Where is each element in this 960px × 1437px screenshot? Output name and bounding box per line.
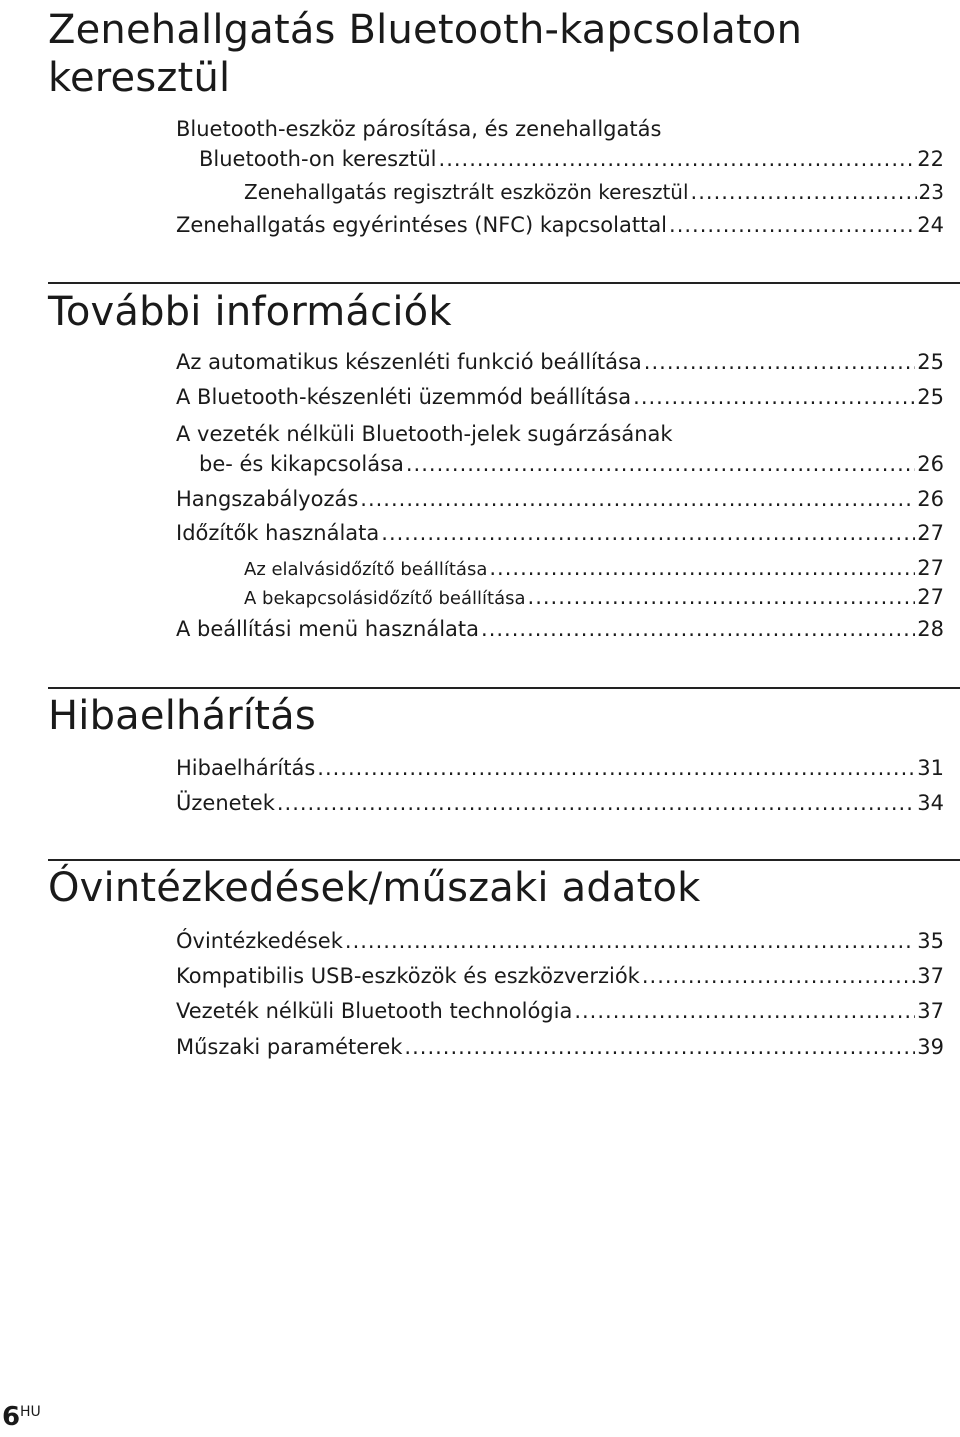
toc-page-number: 26 xyxy=(917,452,944,476)
toc-leader-dots xyxy=(481,614,915,644)
section-title: Zenehallgatás Bluetooth-kapcsolaton xyxy=(48,7,803,53)
toc-entry-text: Időzítők használata xyxy=(176,521,380,545)
toc-entry[interactable] xyxy=(176,753,944,783)
toc-entry-text: Hibaelhárítás xyxy=(176,756,316,780)
page-language-code: HU xyxy=(20,1404,41,1420)
toc-entry-text: A bekapcsolásidőzítő beállítása xyxy=(244,588,526,609)
toc-page-number: 31 xyxy=(917,756,944,780)
toc-entry[interactable] xyxy=(199,144,944,174)
section-title: Hibaelhárítás xyxy=(48,693,316,739)
toc-entry-text: Üzenetek xyxy=(176,791,275,815)
section-title: Óvintézkedések/műszaki adatok xyxy=(48,865,701,911)
section-title-continued: keresztül xyxy=(48,55,231,101)
toc-leader-dots xyxy=(528,583,916,611)
toc-leader-dots xyxy=(489,554,915,582)
toc-entry-text: Az automatikus készenléti funkció beállítása xyxy=(176,350,642,374)
toc-leader-dots xyxy=(669,210,915,240)
toc-page-number: 27 xyxy=(917,521,944,545)
toc-leader-dots xyxy=(633,382,915,412)
toc-leader-dots xyxy=(691,177,917,207)
toc-leader-dots xyxy=(406,449,915,479)
toc-entry[interactable] xyxy=(176,926,944,956)
toc-entry[interactable] xyxy=(176,788,944,818)
section-divider xyxy=(48,687,960,689)
toc-entry[interactable] xyxy=(176,614,944,644)
toc-page-number: 26 xyxy=(917,487,944,511)
toc-entry-text: Zenehallgatás regisztrált eszközön keresztül xyxy=(244,180,689,204)
toc-entry[interactable] xyxy=(176,996,944,1026)
toc-entry[interactable] xyxy=(199,449,944,479)
toc-leader-dots xyxy=(642,961,915,991)
toc-entry[interactable] xyxy=(176,484,944,514)
toc-entry-text: Műszaki paraméterek xyxy=(176,1035,403,1059)
section-divider xyxy=(48,859,960,861)
toc-page-number: 23 xyxy=(918,180,944,204)
toc-leader-dots xyxy=(345,926,915,956)
toc-leader-dots xyxy=(277,788,915,818)
toc-entry[interactable] xyxy=(244,177,944,207)
section-divider xyxy=(48,282,960,284)
toc-entry-text: Zenehallgatás egyérintéses (NFC) kapcsolattal xyxy=(176,213,668,237)
toc-page-number: 27 xyxy=(917,556,944,580)
toc-entry-text: Bluetooth-on keresztül xyxy=(199,147,437,171)
toc-entry[interactable] xyxy=(176,347,944,377)
toc-entry-text: Kompatibilis USB-eszközök és eszközverziók xyxy=(176,964,640,988)
toc-page-number: 39 xyxy=(917,1035,944,1059)
toc-entry[interactable] xyxy=(176,518,944,548)
page-number: 6 xyxy=(2,1402,21,1432)
toc-entry-text: A beállítási menü használata xyxy=(176,617,480,641)
toc-leader-dots xyxy=(439,144,916,174)
toc-leader-dots xyxy=(404,1032,915,1062)
toc-page-number: 22 xyxy=(917,147,944,171)
toc-page-number: 27 xyxy=(917,585,944,609)
toc-leader-dots xyxy=(574,996,915,1026)
toc-subentry[interactable] xyxy=(244,583,944,613)
toc-entry[interactable] xyxy=(176,382,944,412)
toc-entry-text: Óvintézkedések xyxy=(176,929,343,953)
toc-entry-text: Vezeték nélküli Bluetooth technológia xyxy=(176,999,573,1023)
toc-entry-text: A Bluetooth-készenléti üzemmód beállítása xyxy=(176,385,632,409)
toc-entry[interactable] xyxy=(176,210,944,240)
toc-entry[interactable] xyxy=(176,961,944,991)
toc-entry-text-line1: A vezeték nélküli Bluetooth-jelek sugárzásának xyxy=(176,422,673,446)
toc-entry-text-line1: Bluetooth-eszköz párosítása, és zenehallgatás xyxy=(176,117,662,141)
toc-page-number: 25 xyxy=(917,385,944,409)
toc-page-number: 34 xyxy=(917,791,944,815)
toc-leader-dots xyxy=(381,518,915,548)
section-title: További információk xyxy=(48,289,452,335)
toc-leader-dots xyxy=(644,347,915,377)
toc-page-number: 24 xyxy=(917,213,944,237)
toc-entry-text: Hangszabályozás xyxy=(176,487,359,511)
toc-leader-dots xyxy=(360,484,915,514)
toc-page-number: 35 xyxy=(917,929,944,953)
toc-page-number: 28 xyxy=(917,617,944,641)
toc-page-number: 37 xyxy=(917,964,944,988)
toc-entry-text: be- és kikapcsolása xyxy=(199,452,404,476)
toc-page-number: 37 xyxy=(917,999,944,1023)
toc-leader-dots xyxy=(317,753,915,783)
toc-subentry[interactable] xyxy=(244,554,944,584)
toc-entry[interactable] xyxy=(176,1032,944,1062)
toc-entry-text: Az elalvásidőzítő beállítása xyxy=(244,559,488,580)
toc-page-number: 25 xyxy=(917,350,944,374)
